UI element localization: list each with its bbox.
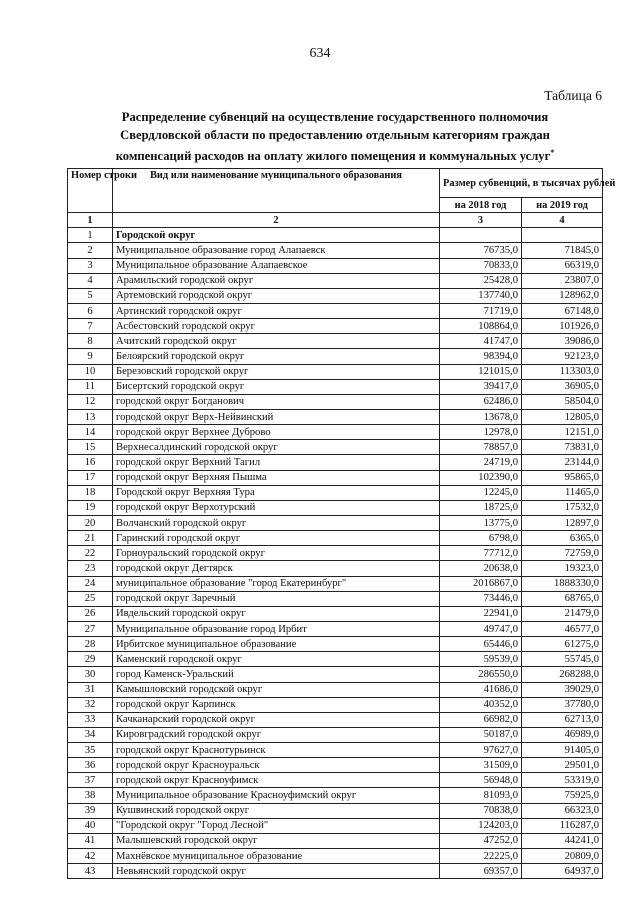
table-row (68, 697, 603, 712)
subsidy-2018-cell: 71719,0 (440, 303, 522, 318)
table-row (68, 637, 603, 652)
header-year-2018: на 2018 год (440, 198, 522, 213)
row-number-cell: 42 (68, 849, 113, 864)
subsidy-2018-cell: 47252,0 (440, 833, 522, 848)
subsidy-2019-cell: 62713,0 (522, 712, 603, 727)
subsidy-2019-cell: 113303,0 (522, 364, 603, 379)
subsidy-2019-cell: 23144,0 (522, 455, 603, 470)
table-row (68, 515, 603, 530)
municipality-name-cell: городской округ Верхний Тагил (113, 455, 440, 470)
table-row (68, 394, 603, 409)
page-number: 634 (309, 46, 331, 61)
row-number-cell: 7 (68, 319, 113, 334)
municipality-name-cell: Невьянский городской округ (113, 864, 440, 879)
subsidy-2019-cell: 64937,0 (522, 864, 603, 879)
header-name: Вид или наименование муниципального образования (113, 169, 440, 213)
municipality-name-cell: Арамильский городской округ (113, 273, 440, 288)
subsidy-2018-cell: 13775,0 (440, 515, 522, 530)
subsidy-2018-cell: 49747,0 (440, 621, 522, 636)
subsidy-2018-cell: 13678,0 (440, 409, 522, 424)
row-number-cell: 12 (68, 394, 113, 409)
subsidy-2019-cell: 66319,0 (522, 258, 603, 273)
subsidy-2018-cell: 102390,0 (440, 470, 522, 485)
subsidy-2019-cell: 72759,0 (522, 546, 603, 561)
municipality-name-cell: Горноуральский городской округ (113, 546, 440, 561)
municipality-name-cell: Каменский городской округ (113, 652, 440, 667)
municipality-name-cell: городской округ Верх-Нейвинский (113, 409, 440, 424)
subsidy-2018-cell: 40352,0 (440, 697, 522, 712)
row-number-cell: 1 (68, 228, 113, 243)
subsidy-2019-cell: 116287,0 (522, 818, 603, 833)
row-number-cell: 5 (68, 288, 113, 303)
document-title (70, 109, 600, 166)
subsidy-2019-cell: 12897,0 (522, 515, 603, 530)
subsidy-2018-cell: 69357,0 (440, 864, 522, 879)
row-number-cell: 21 (68, 531, 113, 546)
table-row (68, 409, 603, 424)
header-row-number: Номер строки (68, 169, 113, 213)
row-number-cell: 35 (68, 743, 113, 758)
subsidy-2018-cell (440, 228, 522, 243)
municipality-name-cell: городской округ Верхотурский (113, 500, 440, 515)
table-row (68, 531, 603, 546)
subsidy-2019-cell: 101926,0 (522, 319, 603, 334)
header-row (68, 169, 603, 198)
row-number-cell: 24 (68, 576, 113, 591)
row-number-cell: 25 (68, 591, 113, 606)
subsidy-2019-cell: 91405,0 (522, 743, 603, 758)
municipality-name-cell: городской округ Верхняя Пышма (113, 470, 440, 485)
subsidy-2019-cell: 6365,0 (522, 531, 603, 546)
row-number-cell: 15 (68, 440, 113, 455)
municipality-name-cell: городской округ Заречный (113, 591, 440, 606)
municipality-name-cell: городской округ Краснотурьинск (113, 743, 440, 758)
table-row (68, 621, 603, 636)
subsidy-2018-cell: 12978,0 (440, 425, 522, 440)
row-number-cell: 14 (68, 425, 113, 440)
subsidy-2018-cell: 59539,0 (440, 652, 522, 667)
table-row (68, 425, 603, 440)
municipality-name-cell: Асбестовский городской округ (113, 319, 440, 334)
subsidy-2018-cell: 73446,0 (440, 591, 522, 606)
row-number-cell: 32 (68, 697, 113, 712)
subsidy-2018-cell: 97627,0 (440, 743, 522, 758)
municipality-name-cell: Гаринский городской округ (113, 531, 440, 546)
municipality-name-cell: городской округ Карпинск (113, 697, 440, 712)
municipality-name-cell: муниципальное образование "город Екатеринбург" (113, 576, 440, 591)
table-row (68, 546, 603, 561)
table-row (68, 591, 603, 606)
subsidy-2018-cell: 66982,0 (440, 712, 522, 727)
municipality-name-cell: Верхнесалдинский городской округ (113, 440, 440, 455)
municipality-name-cell: Городской округ Верхняя Тура (113, 485, 440, 500)
table-row (68, 349, 603, 364)
table-row (68, 243, 603, 258)
subsidy-2018-cell: 41686,0 (440, 682, 522, 697)
table-label: Таблица 6 (544, 88, 602, 103)
subsidy-2018-cell: 65446,0 (440, 637, 522, 652)
subsidy-2018-cell: 108864,0 (440, 319, 522, 334)
municipality-name-cell: Муниципальное образование Красноуфимский округ (113, 788, 440, 803)
subsidy-2018-cell: 56948,0 (440, 773, 522, 788)
table-row (68, 864, 603, 879)
table-row (68, 303, 603, 318)
municipality-name-cell: городской округ Красноуральск (113, 758, 440, 773)
table-row (68, 712, 603, 727)
subsidy-2019-cell: 68765,0 (522, 591, 603, 606)
table-row (68, 818, 603, 833)
table-row (68, 849, 603, 864)
subsidy-2018-cell: 24719,0 (440, 455, 522, 470)
table-row (68, 485, 603, 500)
municipality-name-cell: город Каменск-Уральский (113, 667, 440, 682)
subsidy-2018-cell: 2016867,0 (440, 576, 522, 591)
subsidy-2019-cell: 58504,0 (522, 394, 603, 409)
row-number-cell: 18 (68, 485, 113, 500)
subsidy-2019-cell: 73831,0 (522, 440, 603, 455)
row-number-cell: 13 (68, 409, 113, 424)
subsidy-2018-cell: 81093,0 (440, 788, 522, 803)
municipality-name-cell: Ирбитское муниципальное образование (113, 637, 440, 652)
table-row (68, 743, 603, 758)
table-row (68, 455, 603, 470)
subsidy-2018-cell: 41747,0 (440, 334, 522, 349)
municipality-name-cell: Муниципальное образование город Ирбит (113, 621, 440, 636)
municipality-name-cell: Качканарский городской округ (113, 712, 440, 727)
row-number-cell: 3 (68, 258, 113, 273)
row-number-cell: 37 (68, 773, 113, 788)
subsidy-2018-cell: 121015,0 (440, 364, 522, 379)
subsidy-2019-cell: 46989,0 (522, 727, 603, 742)
row-number-cell: 4 (68, 273, 113, 288)
row-number-cell: 31 (68, 682, 113, 697)
subsidy-2019-cell: 21479,0 (522, 606, 603, 621)
subsidy-2019-cell: 29501,0 (522, 758, 603, 773)
municipality-name-cell: "Городской округ "Город Лесной" (113, 818, 440, 833)
subsidy-2019-cell: 44241,0 (522, 833, 603, 848)
subsidy-2018-cell: 78857,0 (440, 440, 522, 455)
subsidy-2019-cell: 75925,0 (522, 788, 603, 803)
row-number-cell: 8 (68, 334, 113, 349)
subsidy-table (67, 168, 616, 879)
subsidy-2018-cell: 22225,0 (440, 849, 522, 864)
subsidy-2019-cell: 37780,0 (522, 697, 603, 712)
subsidy-2019-cell: 20809,0 (522, 849, 603, 864)
subsidy-2018-cell: 18725,0 (440, 500, 522, 515)
row-number-cell: 17 (68, 470, 113, 485)
row-number-cell: 11 (68, 379, 113, 394)
subsidy-2019-cell: 71845,0 (522, 243, 603, 258)
row-number-cell: 22 (68, 546, 113, 561)
municipality-name-cell: Березовский городской округ (113, 364, 440, 379)
row-number-cell: 20 (68, 515, 113, 530)
table-row (68, 788, 603, 803)
subsidy-2019-cell: 53319,0 (522, 773, 603, 788)
municipality-name-cell: городской округ Верхнее Дуброво (113, 425, 440, 440)
row-number-cell: 28 (68, 637, 113, 652)
title-line-2: Свердловской области по предоставлению отдельным категориям граждан (120, 127, 550, 142)
municipality-name-cell: Кушвинский городской округ (113, 803, 440, 818)
table-row (68, 470, 603, 485)
subsidy-2018-cell: 6798,0 (440, 531, 522, 546)
municipality-name-cell: Муниципальное образование Алапаевское (113, 258, 440, 273)
subsidy-2019-cell: 12151,0 (522, 425, 603, 440)
subsidy-2019-cell: 36905,0 (522, 379, 603, 394)
column-number-2: 2 (113, 213, 440, 228)
table-row (68, 364, 603, 379)
municipality-name-cell: Камышловский городской округ (113, 682, 440, 697)
table-row (68, 667, 603, 682)
table-row (68, 319, 603, 334)
subsidy-2018-cell: 98394,0 (440, 349, 522, 364)
table-row (68, 258, 603, 273)
table-row (68, 727, 603, 742)
column-number-1: 1 (68, 213, 113, 228)
table-row (68, 606, 603, 621)
row-number-cell: 26 (68, 606, 113, 621)
header-size: Размер субвенций, в тысячах рублей (440, 169, 603, 198)
subsidy-2019-cell: 19323,0 (522, 561, 603, 576)
municipality-name-cell: Муниципальное образование город Алапаевск (113, 243, 440, 258)
subsidy-2019-cell: 23807,0 (522, 273, 603, 288)
subsidy-2018-cell: 137740,0 (440, 288, 522, 303)
subsidy-2018-cell: 22941,0 (440, 606, 522, 621)
municipality-name-cell: Артемовский городской округ (113, 288, 440, 303)
municipality-name-cell: Волчанский городской округ (113, 515, 440, 530)
subsidy-2019-cell: 11465,0 (522, 485, 603, 500)
row-number-cell: 27 (68, 621, 113, 636)
table-row (68, 803, 603, 818)
title-line-3-text: компенсаций расходов на оплату жилого помещения и коммунальных услуг (115, 149, 551, 164)
row-number-cell: 39 (68, 803, 113, 818)
row-number-cell: 16 (68, 455, 113, 470)
column-number-4: 4 (522, 213, 603, 228)
subsidy-2018-cell: 77712,0 (440, 546, 522, 561)
subsidy-2019-cell: 39029,0 (522, 682, 603, 697)
municipality-name-cell: Ивдельский городской округ (113, 606, 440, 621)
row-number-cell: 43 (68, 864, 113, 879)
municipality-name-cell: Малышевский городской округ (113, 833, 440, 848)
subsidy-2018-cell: 20638,0 (440, 561, 522, 576)
subsidy-2019-cell: 95865,0 (522, 470, 603, 485)
table-row (68, 682, 603, 697)
title-line-3 (70, 144, 600, 166)
municipality-name-cell: Артинский городской округ (113, 303, 440, 318)
table-row (68, 273, 603, 288)
table-row (68, 758, 603, 773)
subsidy-2019-cell: 39086,0 (522, 334, 603, 349)
row-number-cell: 34 (68, 727, 113, 742)
municipality-name-cell: городской округ Красноуфимск (113, 773, 440, 788)
row-number-cell: 33 (68, 712, 113, 727)
subsidy-2018-cell: 12245,0 (440, 485, 522, 500)
table-row (68, 773, 603, 788)
table-row (68, 576, 603, 591)
title-line-1: Распределение субвенций на осуществление государственного полномочия (121, 110, 549, 124)
subsidy-2019-cell: 1888330,0 (522, 576, 603, 591)
subsidy-2018-cell: 25428,0 (440, 273, 522, 288)
table-row (68, 334, 603, 349)
subsidy-2018-cell: 31509,0 (440, 758, 522, 773)
table-row (68, 288, 603, 303)
municipality-name-cell: Бисертский городской округ (113, 379, 440, 394)
municipality-name-cell: Ачитский городской округ (113, 334, 440, 349)
subsidy-2018-cell: 124203,0 (440, 818, 522, 833)
subsidy-2019-cell: 17532,0 (522, 500, 603, 515)
table-row (68, 561, 603, 576)
row-number-cell: 40 (68, 818, 113, 833)
subsidy-2018-cell: 62486,0 (440, 394, 522, 409)
subsidy-2018-cell: 286550,0 (440, 667, 522, 682)
subsidy-2019-cell: 67148,0 (522, 303, 603, 318)
subsidy-2019-cell: 55745,0 (522, 652, 603, 667)
column-number-row (68, 213, 603, 228)
subsidy-2019-cell: 128962,0 (522, 288, 603, 303)
subsidy-2018-cell: 70838,0 (440, 803, 522, 818)
footnote-mark: * (550, 148, 555, 157)
subsidy-2018-cell: 70833,0 (440, 258, 522, 273)
table-row (68, 500, 603, 515)
subsidy-2018-cell: 76735,0 (440, 243, 522, 258)
subsidy-2019-cell: 46577,0 (522, 621, 603, 636)
row-number-cell: 10 (68, 364, 113, 379)
row-number-cell: 6 (68, 303, 113, 318)
subsidy-2019-cell: 66323,0 (522, 803, 603, 818)
municipality-name-cell: Махнёвское муниципальное образование (113, 849, 440, 864)
subsidy-2019-cell: 12805,0 (522, 409, 603, 424)
subsidy-2019-cell: 268288,0 (522, 667, 603, 682)
row-number-cell: 30 (68, 667, 113, 682)
subsidy-2019-cell (522, 228, 603, 243)
municipality-name-cell: городской округ Богданович (113, 394, 440, 409)
subsidy-2018-cell: 39417,0 (440, 379, 522, 394)
row-number-cell: 41 (68, 833, 113, 848)
table-row (68, 833, 603, 848)
municipality-name-cell: Белоярский городской округ (113, 349, 440, 364)
table-row (68, 440, 603, 455)
table-body (68, 228, 603, 879)
subsidy-2018-cell: 50187,0 (440, 727, 522, 742)
row-number-cell: 36 (68, 758, 113, 773)
subsidy-2019-cell: 92123,0 (522, 349, 603, 364)
row-number-cell: 38 (68, 788, 113, 803)
municipality-name-cell: городской округ Дегтярск (113, 561, 440, 576)
table-row (68, 652, 603, 667)
header-year-2019: на 2019 год (522, 198, 603, 213)
column-number-3: 3 (440, 213, 522, 228)
subsidy-2019-cell: 61275,0 (522, 637, 603, 652)
municipality-name-cell: Городской округ (113, 228, 440, 243)
row-number-cell: 23 (68, 561, 113, 576)
table-row (68, 228, 603, 243)
row-number-cell: 19 (68, 500, 113, 515)
row-number-cell: 29 (68, 652, 113, 667)
table-row (68, 379, 603, 394)
row-number-cell: 2 (68, 243, 113, 258)
row-number-cell: 9 (68, 349, 113, 364)
municipality-name-cell: Кировградский городской округ (113, 727, 440, 742)
